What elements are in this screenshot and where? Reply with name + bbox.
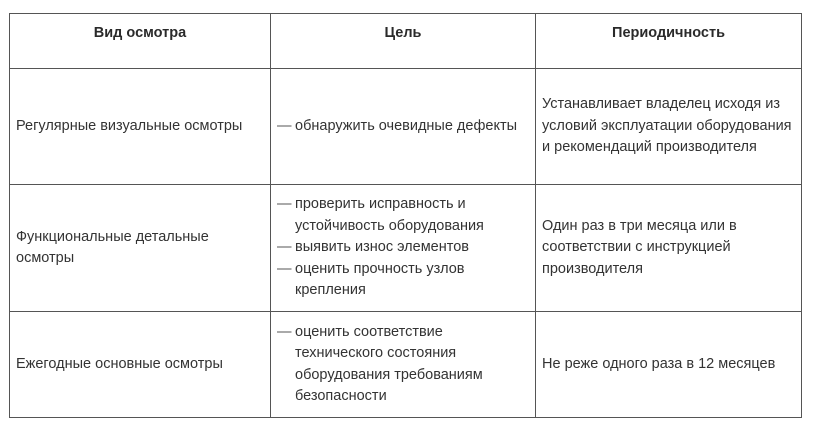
row-periodicity: Не реже одного раза в 12 месяцев (536, 312, 802, 418)
dash-marker: — (277, 196, 292, 213)
inspection-table (9, 13, 802, 418)
row-type: Функциональные детальные осмотры (10, 185, 271, 312)
goal-list (277, 116, 529, 138)
goal-text: оценить прочность узлов крепления (295, 260, 465, 299)
header-type: Вид осмотра (10, 14, 271, 69)
goal-text: обнаружить очевидные дефекты (295, 117, 518, 134)
row-periodicity: Устанавливает владелец исходя из условий эксплуатации оборудования и рекомендаций производителя (536, 69, 802, 185)
list-item (277, 194, 529, 237)
goal-text: проверить исправность и устойчивость оборудования (295, 196, 484, 234)
dash-marker: — (277, 239, 292, 256)
goal-list (277, 194, 529, 302)
header-periodicity: Периодичность (536, 14, 802, 69)
row-goal (271, 185, 536, 312)
dash-marker: — (277, 323, 292, 340)
table-row (10, 69, 802, 185)
goal-text: выявить износ элементов (295, 239, 469, 256)
row-goal (271, 69, 536, 185)
dash-marker: — (277, 117, 292, 134)
row-type: Ежегодные основные осмотры (10, 312, 271, 418)
list-item (277, 116, 529, 138)
header-goal: Цель (271, 14, 536, 69)
dash-marker: — (277, 260, 292, 277)
list-item (277, 259, 529, 302)
table-row (10, 312, 802, 418)
row-type: Регулярные визуальные осмотры (10, 69, 271, 185)
table-row (10, 185, 802, 312)
table-header-row (10, 14, 802, 69)
list-item (277, 237, 529, 259)
row-goal (271, 312, 536, 418)
list-item (277, 322, 529, 408)
row-periodicity: Один раз в три месяца или в соответствии с инструкцией производителя (536, 185, 802, 312)
goal-list (277, 322, 529, 408)
goal-text: оценить соответствие технического состояния оборудования требованиям безопасности (295, 323, 483, 404)
